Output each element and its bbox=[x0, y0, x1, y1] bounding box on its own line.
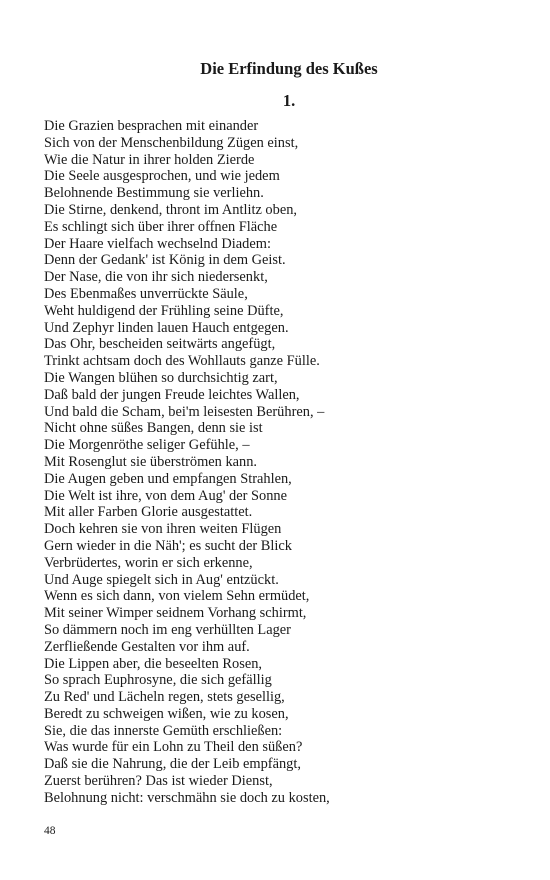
poem-line: Sich von der Menschenbildung Zügen einst, bbox=[44, 134, 299, 151]
poem-line: Doch kehren sie von ihren weiten Flügen bbox=[44, 521, 282, 538]
poem-line: Trinkt achtsam doch des Wohllauts ganze Fülle. bbox=[44, 353, 320, 370]
poem-line: Die Lippen aber, die beseelten Rosen, bbox=[44, 655, 263, 672]
poem-line: Es schlingt sich über ihrer offnen Fläche bbox=[44, 218, 278, 235]
poem-line: Die Seele ausgesprochen, und wie jedem bbox=[44, 168, 280, 185]
poem-line: Nicht ohne süßes Bangen, denn sie ist bbox=[44, 420, 263, 437]
poem-line: Zu Red' und Lächeln regen, stets gesellig, bbox=[44, 689, 285, 706]
poem-line: Weht huldigend der Frühling seine Düfte, bbox=[44, 302, 284, 319]
poem-line: Das Ohr, bescheiden seitwärts angefügt, bbox=[44, 336, 276, 353]
section-number: 1. bbox=[282, 91, 296, 110]
page-number: 48 bbox=[44, 825, 56, 837]
poem-line: Mit seiner Wimper seidnem Vorhang schirmt, bbox=[44, 605, 307, 622]
poem-line: Die Stirne, denkend, thront im Antlitz oben, bbox=[44, 201, 297, 218]
poem-line: Daß sie die Nahrung, die der Leib empfängt, bbox=[44, 756, 301, 773]
poem-line: Und Auge spiegelt sich in Aug' entzückt. bbox=[44, 571, 279, 588]
poem-line: Und bald die Scham, bei'm leisesten Berühren, – bbox=[44, 403, 325, 420]
poem-line: So sprach Euphrosyne, die sich gefällig bbox=[44, 672, 272, 689]
poem-line: Was wurde für ein Lohn zu Theil den süßen? bbox=[44, 739, 303, 756]
poem-line: Daß bald der jungen Freude leichtes Wallen, bbox=[44, 386, 300, 403]
poem-line: Sie, die das innerste Gemüth erschließen: bbox=[44, 722, 283, 739]
poem-line: Belohnende Bestimmung sie verliehn. bbox=[44, 185, 264, 202]
poem-line: Der Haare vielfach wechselnd Diadem: bbox=[44, 235, 271, 252]
poem-line: Verbrüdertes, worin er sich erkenne, bbox=[44, 554, 253, 571]
poem-line: So dämmern noch im eng verhüllten Lager bbox=[44, 621, 291, 638]
poem-line: Zerfließende Gestalten vor ihm auf. bbox=[44, 638, 250, 655]
poem-line: Wie die Natur in ihrer holden Zierde bbox=[44, 151, 255, 168]
poem-line: Und Zephyr linden lauen Hauch entgegen. bbox=[44, 319, 289, 336]
poem-body bbox=[44, 118, 514, 807]
poem-line: Gern wieder in die Näh'; es sucht der Blick bbox=[44, 537, 292, 554]
poem-line: Des Ebenmaßes unverrückte Säule, bbox=[44, 285, 248, 302]
poem-line: Die Wangen blühen so durchsichtig zart, bbox=[44, 369, 278, 386]
poem-line: Die Morgenröthe seliger Gefühle, – bbox=[44, 437, 250, 454]
poem-line: Belohnung nicht: verschmähn sie doch zu kosten, bbox=[44, 789, 330, 806]
poem-line: Wenn es sich dann, von vielem Sehn ermüdet, bbox=[44, 588, 310, 605]
poem-line: Der Nase, die von ihr sich niedersenkt, bbox=[44, 269, 268, 286]
poem-line: Zuerst berühren? Das ist wieder Dienst, bbox=[44, 773, 273, 790]
poem-line: Die Grazien besprachen mit einander bbox=[44, 118, 259, 134]
poem-line: Denn der Gedank' ist König in dem Geist. bbox=[44, 252, 286, 269]
poem-line: Mit Rosenglut sie überströmen kann. bbox=[44, 453, 258, 470]
poem-line: Die Welt ist ihre, von dem Aug' der Sonne bbox=[44, 487, 287, 504]
poem-line: Die Augen geben und empfangen Strahlen, bbox=[44, 470, 292, 487]
poem-line: Mit aller Farben Glorie ausgestattet. bbox=[44, 504, 253, 521]
poem-line: Beredt zu schweigen wißen, wie zu kosen, bbox=[44, 705, 289, 722]
poem-title: Die Erfindung des Kußes bbox=[200, 59, 378, 78]
